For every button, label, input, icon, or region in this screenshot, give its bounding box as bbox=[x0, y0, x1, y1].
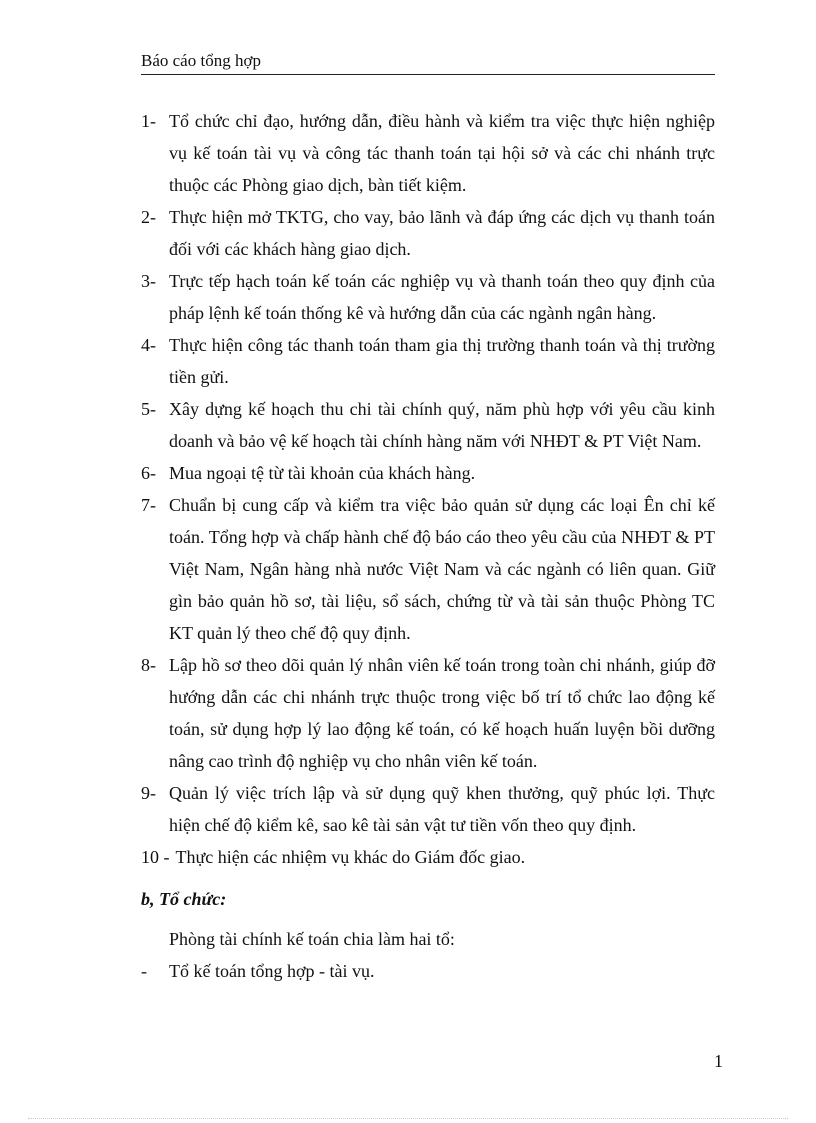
item-text: Mua ngoại tệ từ tài khoản của khách hàng. bbox=[169, 463, 476, 483]
bullet-text: Tổ kế toán tổng hợp - tài vụ. bbox=[169, 961, 375, 981]
list-item bbox=[141, 489, 715, 649]
list-item bbox=[141, 201, 715, 265]
item-number: 9- bbox=[141, 783, 156, 803]
list-item bbox=[141, 265, 715, 329]
bullet-item bbox=[141, 955, 715, 987]
header-title: Báo cáo tổng hợp bbox=[141, 51, 261, 70]
item-number: 5- bbox=[141, 399, 156, 419]
list-item bbox=[141, 841, 715, 873]
item-number: 8- bbox=[141, 655, 156, 675]
page-number: 1 bbox=[714, 1051, 723, 1071]
item-text: Chuẩn bị cung cấp và kiểm tra việc bảo quản sử dụng các loại Ên chỉ kế toán. Tổng hợp và chấp hành chế độ báo cáo theo yêu cầu của NHĐT & PT Việt Nam, Ngân hàng nhà nước Việt Nam và các ngành có liên quan. Giữ gìn bảo quản hồ sơ, tài liệu, sổ sách, chứng từ và tài sản thuộc Phòng TC KT quản lý theo chế độ quy định. bbox=[169, 495, 715, 643]
item-number: 10 - bbox=[141, 847, 170, 867]
item-text: Trực tếp hạch toán kế toán các nghiệp vụ và thanh toán theo quy định của pháp lệnh kế toán thống kê và hướng dẫn của các ngành ngân hàng. bbox=[169, 271, 715, 323]
list-item bbox=[141, 649, 715, 777]
item-text: Tổ chức chỉ đạo, hướng dẫn, điều hành và kiểm tra việc thực hiện nghiệp vụ kế toán tài vụ và công tác thanh toán tại hội sở và các chi nhánh trực thuộc các Phòng giao dịch, bàn tiết kiệm. bbox=[169, 111, 715, 195]
item-number: 3- bbox=[141, 271, 156, 291]
item-text: Quản lý việc trích lập và sử dụng quỹ khen thưởng, quỹ phúc lợi. Thực hiện chế độ kiểm kê, sao kê tài sản vật tư tiền vốn theo quy định. bbox=[169, 783, 715, 835]
list-item bbox=[141, 393, 715, 457]
item-number: 7- bbox=[141, 495, 156, 515]
item-text: Thực hiện mở TKTG, cho vay, bảo lãnh và đáp ứng các dịch vụ thanh toán đối với các khách hàng giao dịch. bbox=[169, 207, 715, 259]
document-body bbox=[141, 105, 715, 987]
list-item bbox=[141, 105, 715, 201]
item-number: 4- bbox=[141, 335, 156, 355]
item-text: Lập hồ sơ theo dõi quản lý nhân viên kế toán trong toàn chi nhánh, giúp đỡ hướng dẫn các chi nhánh trực thuộc trong việc bố trí tổ chức lao động kế toán, sử dụng hợp lý lao động kế toán, có kế hoạch huấn luyện bồi dưỡng nâng cao trình độ nghiệp vụ cho nhân viên kế toán. bbox=[169, 655, 715, 771]
item-text: Thực hiện công tác thanh toán tham gia thị trường thanh toán và thị trường tiền gửi. bbox=[169, 335, 715, 387]
page-bottom-divider bbox=[28, 1118, 788, 1119]
item-text: Xây dựng kế hoạch thu chi tài chính quý, năm phù hợp với yêu cầu kinh doanh và bảo vệ kế hoạch tài chính hàng năm với NHĐT & PT Việt Nam. bbox=[169, 399, 715, 451]
list-item bbox=[141, 329, 715, 393]
section-intro: Phòng tài chính kế toán chia làm hai tổ: bbox=[169, 929, 455, 949]
running-header bbox=[141, 50, 715, 75]
bullet-mark: - bbox=[141, 961, 147, 981]
item-number: 2- bbox=[141, 207, 156, 227]
list-item bbox=[141, 457, 715, 489]
item-number: 1- bbox=[141, 111, 156, 131]
section-heading: b, Tổ chức: bbox=[141, 889, 227, 909]
item-text: Thực hiện các nhiệm vụ khác do Giám đốc giao. bbox=[175, 847, 526, 867]
item-number: 6- bbox=[141, 463, 156, 483]
list-item bbox=[141, 777, 715, 841]
